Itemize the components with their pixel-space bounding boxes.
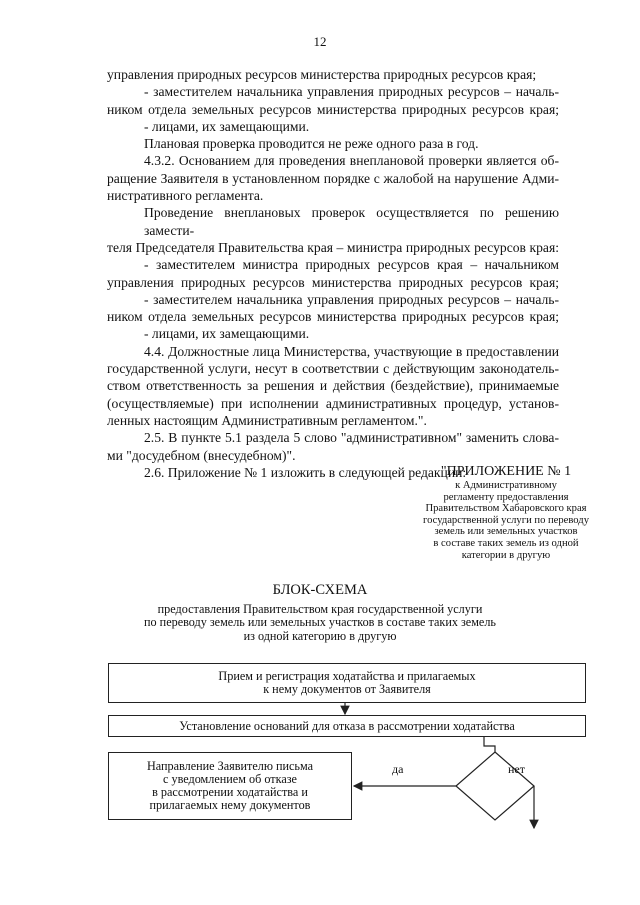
paragraph-line: - лицами, их замещающими.	[144, 326, 310, 342]
paragraph-line: - заместителем начальника управления природных ресурсов – началь-	[144, 84, 559, 100]
yes-label: да	[392, 762, 404, 776]
scheme-title: БЛОК-СХЕМА	[272, 582, 368, 598]
box-line: Прием и регистрация ходатайства и прилагаемых	[218, 669, 476, 683]
box-line: Установление оснований для отказа в рассмотрении ходатайства	[179, 718, 515, 733]
connector-box2-to-decision	[484, 736, 495, 752]
appendix-title: "ПРИЛОЖЕНИЕ № 1	[440, 464, 572, 479]
paragraph-line: Проведение внеплановых проверок осуществляется по решению замести-	[144, 205, 559, 238]
appendix-line: Правительством Хабаровского края	[425, 503, 587, 515]
paragraph-line: ником отдела земельных ресурсов министерства природных ресурсов края;	[107, 101, 559, 117]
box-line: с уведомлением об отказе	[163, 772, 297, 786]
paragraph-line: 4.3.2. Основанием для проведения внеплановой проверки является об-	[144, 153, 559, 169]
scheme-subtitle-line: предоставления Правительством края государственной услуги	[157, 602, 483, 616]
paragraph-line: ником отдела земельных ресурсов министерства природных ресурсов края;	[107, 309, 559, 325]
box-line: в рассмотрении ходатайства и	[152, 785, 308, 799]
paragraph-line: управления природных ресурсов министерства природных ресурсов края;	[107, 274, 559, 290]
paragraph-line: 4.4. Должностные лица Министерства, участвующие в предоставлении	[144, 343, 559, 359]
paragraph-line: - лицами, их замещающими.	[144, 118, 310, 134]
paragraph-line: ленных настоящим Административным регламентом.".	[107, 412, 427, 428]
paragraph-line: теля Председателя Правительства края – министра природных ресурсов края:	[107, 239, 559, 255]
paragraph-line: ством ответственность за решения и действия (бездействие), принимаемые	[107, 378, 559, 394]
paragraph-line: - заместителем начальника управления природных ресурсов – началь-	[144, 291, 559, 307]
appendix-line: государственной услуги по переводу	[423, 514, 589, 526]
appendix-line: категории в другую	[461, 549, 551, 561]
flow-box-refusal-letter	[108, 752, 352, 820]
paragraph-line: - заместителем министра природных ресурсов края – начальником	[144, 257, 559, 273]
paragraph-line: 2.6. Приложение № 1 изложить в следующей редакции:	[144, 464, 467, 480]
page-number: 12	[313, 34, 327, 49]
paragraph-line: ращение Заявителя в установленном порядке с жалобой на нарушение Адми-	[107, 170, 559, 186]
paragraph-line: 2.5. В пункте 5.1 раздела 5 слово "административном" заменить слова-	[144, 430, 559, 446]
appendix-line: к Административному	[455, 480, 557, 491]
box-line: прилагаемых нему документов	[149, 798, 311, 812]
flow-box-receive-application	[108, 663, 586, 703]
box-line: Направление Заявителю письма	[146, 759, 314, 773]
box-line: к нему документов от Заявителя	[263, 682, 431, 696]
flow-box-grounds-for-refusal	[108, 715, 586, 737]
paragraph-line: (осуществляемые) при исполнении административных процедур, установ-	[107, 395, 559, 411]
paragraph-line: Плановая проверка проводится не реже одного раза в год.	[144, 136, 479, 152]
paragraph-line: государственной услуги, несут в соответствии с действующим законодатель-	[107, 361, 559, 377]
no-label: нет	[508, 762, 525, 776]
paragraph-line: управления природных ресурсов министерства природных ресурсов края;	[107, 67, 537, 82]
appendix-line: регламенту предоставления	[443, 491, 569, 503]
paragraph-line: ми "досудебном (внесудебном)".	[107, 447, 296, 463]
scheme-subtitle-line: из одной категорию в другую	[243, 628, 397, 643]
paragraph-line: нистративного регламента.	[107, 188, 264, 204]
appendix-line: земель или земельных участков	[434, 526, 578, 538]
appendix-line: в составе таких земель из одной	[433, 537, 579, 549]
scheme-subtitle-line: по переводу земель или земельных участков в составе таких земель	[144, 615, 496, 630]
